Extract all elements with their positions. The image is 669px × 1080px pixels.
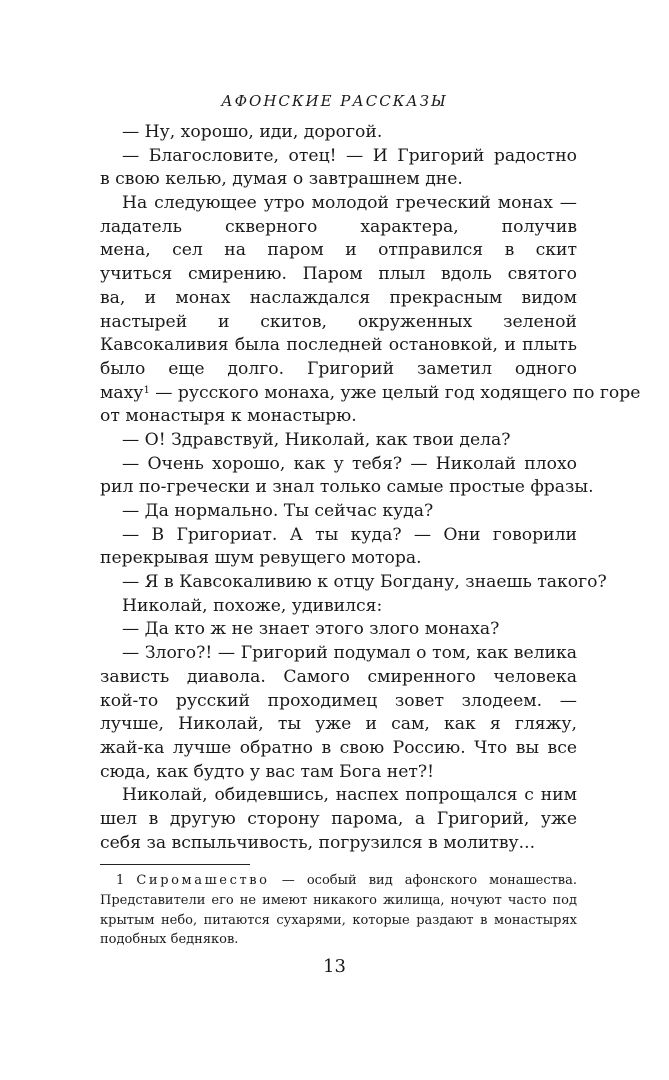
footnote-term: Сиромашество xyxy=(136,873,270,888)
text-line: сюда, как будто у вас там Бога нет?! xyxy=(100,761,435,782)
text-line: Кавсокаливия была последней остановкой, и плыть xyxy=(100,335,577,356)
text-line: Николай, похоже, удивился: xyxy=(122,595,383,616)
text-line: На следующее утро молодой греческий монах — xyxy=(122,193,577,214)
footnote-number: 1 xyxy=(116,873,125,888)
body-text xyxy=(100,121,641,855)
text-line: было еще долго. Григорий заметил одного xyxy=(100,358,577,379)
footnote-line xyxy=(100,871,577,891)
text-line: — Злого?! — Григорий подумал о том, как велика xyxy=(122,643,577,664)
text-line: — Очень хорошо, как у тебя? — Николай плохо xyxy=(122,453,577,474)
footnote xyxy=(100,871,577,950)
footnote-line: крытым небо, питаются сухарями, которые раздают в монастырях xyxy=(100,912,577,928)
text-line: кой-то русский проходимец зовет злодеем. — xyxy=(100,690,577,711)
text-line: рил по-гречески и знал только самые простые фразы. xyxy=(100,477,594,498)
footnote-marker: 1 xyxy=(143,384,150,396)
text-line-with-footnote xyxy=(100,382,641,406)
text-line: — Да кто ж не знает этого злого монаха? xyxy=(122,619,500,640)
text-line: — Ну, хорошо, иди, дорогой. xyxy=(122,122,383,142)
text-line: ва, и монах наслаждался прекрасным видом xyxy=(100,287,577,308)
text-line: от монастыря к монастырю. xyxy=(100,406,357,427)
footnote-line: Представители его не имеют никакого жилища, ночуют часто под xyxy=(100,892,577,908)
text-line: зависть диавола. Самого смиренного человека xyxy=(100,666,577,687)
text-fragment: маху xyxy=(100,382,144,403)
text-line: жай-ка лучше обратно в свою Россию. Что вы все xyxy=(100,737,577,758)
text-line: настырей и скитов, окруженных зеленой xyxy=(100,311,577,332)
text-line: — Я в Кавсокаливию к отцу Богдану, знаешь такого? xyxy=(122,572,607,593)
text-line: в свою келью, думая о завтрашнем дне. xyxy=(100,169,463,190)
text-line: Николай, обидевшись, наспех попрощался с ним xyxy=(122,785,577,806)
text-line: — Благословите, отец! — И Григорий радостно xyxy=(122,145,577,166)
text-line: учиться смирению. Паром плыл вдоль святого xyxy=(100,264,577,285)
footnote-rule xyxy=(100,864,250,865)
page-number: 13 xyxy=(323,956,346,977)
text-line: шел в другую сторону парома, а Григорий, уже xyxy=(100,808,577,829)
text-line: — В Григориат. А ты куда? — Они говорили xyxy=(122,524,577,545)
text-line: лучше, Николай, ты уже и сам, как я гляжу, xyxy=(100,714,577,735)
footnote-text: — особый вид афонского монашества. xyxy=(281,873,577,888)
text-line: мена, сел на паром и отправился в скит xyxy=(100,240,577,261)
text-line: — О! Здравствуй, Николай, как твои дела? xyxy=(122,429,511,450)
footnote-line: подобных бедняков. xyxy=(100,932,239,948)
text-line: ладатель скверного характера, получив xyxy=(100,216,577,237)
text-line: — Да нормально. Ты сейчас куда? xyxy=(122,501,434,521)
text-fragment: — русского монаха, уже целый год ходящего по горе xyxy=(155,382,641,403)
text-line: перекрывая шум ревущего мотора. xyxy=(100,548,422,569)
text-line: себя за вспыльчивость, погрузился в молитву... xyxy=(100,832,536,853)
running-head: АФОНСКИЕ РАССКАЗЫ xyxy=(221,92,448,110)
